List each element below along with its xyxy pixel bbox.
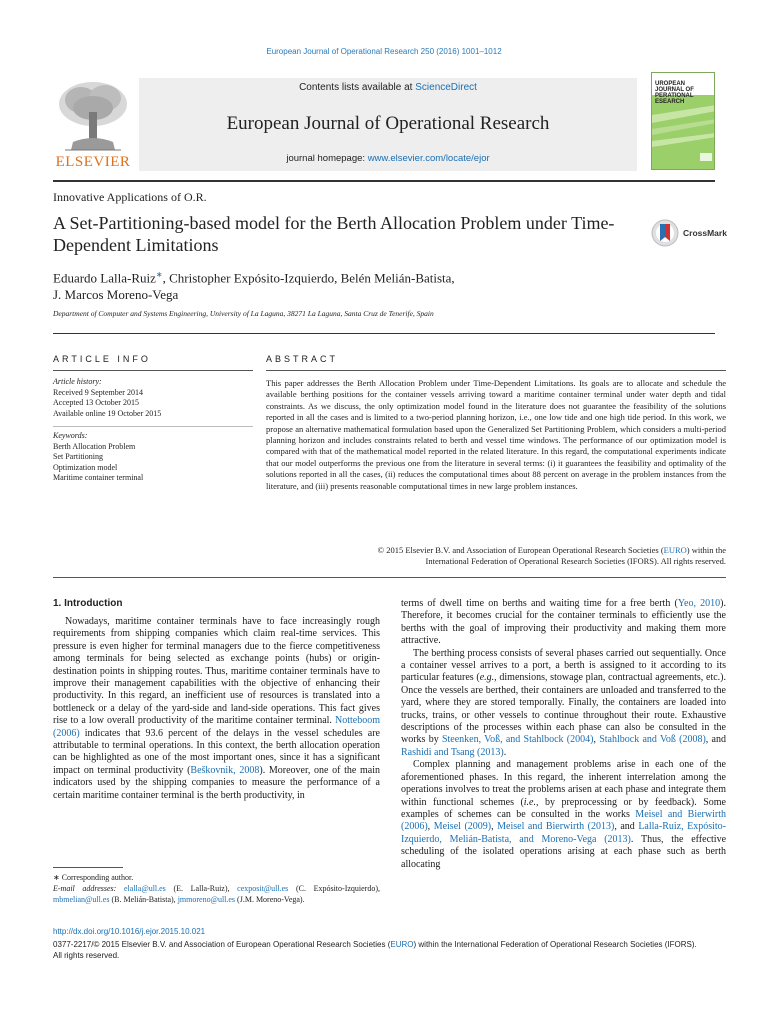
running-head[interactable]: European Journal of Operational Research 250 (2016) 1001–1012	[266, 47, 502, 56]
elsevier-wordmark: ELSEVIER	[55, 154, 131, 170]
email-link[interactable]: jmmoreno@ull.es	[177, 895, 236, 904]
body-column-left	[53, 616, 380, 802]
citation-link[interactable]: Meisel and Bierwirth (2013)	[497, 821, 615, 833]
paragraph: terms of dwell time on berths and waiting time for a free berth (Yeo, 2010). Therefore, it becomes crucial for the container terminals to efficiently use the berths with the goal of improving their productivity and making them more attractive.	[401, 598, 726, 647]
corresponding-author-mark[interactable]: ∗	[155, 270, 163, 279]
citation-link[interactable]: Notteboom (2006)	[53, 715, 380, 739]
journal-homepage: journal homepage: www.elsevier.com/locate/ejor	[286, 153, 490, 164]
citation-link[interactable]: Steenken, Voß, and Stahlbock (2004)	[441, 734, 594, 746]
author-name[interactable]: Eduardo Lalla-Ruiz	[53, 270, 156, 286]
crossmark-label: CrossMark	[683, 228, 727, 238]
keyword-item: Set Partitioning	[53, 452, 103, 461]
email-link[interactable]: elalla@ull.es	[124, 884, 166, 893]
crossmark-badge[interactable]	[651, 219, 731, 247]
article-history	[53, 377, 253, 419]
abstract-divider	[53, 577, 726, 578]
section-heading-introduction: 1. Introduction	[53, 598, 123, 609]
citation-link[interactable]: Stahlbock and Voß (2008)	[599, 734, 706, 746]
journal-name: European Journal of Operational Research	[226, 113, 550, 134]
email-link[interactable]: cexposit@ull.es	[237, 884, 289, 893]
author-names: , Christopher Expósito-Izquierdo, Belén Melián-Batista,	[162, 270, 455, 286]
abstract-rule	[266, 370, 726, 371]
history-label: Article history:	[53, 377, 102, 386]
abstract-copyright: © 2015 Elsevier B.V. and Association of European Operational Research Societies (EURO) within the International Federation of Operational Research Societies (IFORS). All rights reserved.	[377, 545, 726, 567]
online-date: Available online 19 October 2015	[53, 408, 162, 418]
affiliation: Department of Computer and Systems Engineering, University of La Laguna, 38271 La Laguna, Santa Cruz de Tenerife, Spain	[53, 309, 434, 318]
article-info-rule	[53, 370, 253, 371]
paragraph: Complex planning and management problems arise in each one of the aforementioned phases. In this regard, the inherent interrelation among the operations involves to treat the problems arisen at each phase and integrate them within functional schemes (i.e., by preprocessing or by feedback). Some examples of schemes can be consulted in the works Meisel and Bierwirth (2006), Meisel (2009), Meisel and Bierwirth (2013), and Lalla-Ruiz, Expósito-Izquierdo, Melián-Batista, and Moreno-Vega (2013). Thus, the effective scheduling of the isolated operations arising at each phase such as berth allocating	[401, 759, 727, 870]
keywords-label: Keywords:	[53, 431, 88, 440]
banner-divider	[53, 180, 715, 182]
article-title: A Set-Partitioning-based model for the Berth Allocation Problem under Time-Dependent Limitations	[53, 213, 615, 255]
sciencedirect-link[interactable]: ScienceDirect	[415, 82, 477, 93]
abstract-text: This paper addresses the Berth Allocation Problem under Time-Dependent Limitations. Its goals are to allocate and schedule the available berthing positions for the container vessels arriving toward a maritime container terminal under water depth and tidal constraints. As we discuss, the only optimization model found in the literature does not guarantee the feasibility of the solutions reported in all the cases and is limited to a two-period planning horizon, i.e., one low tide and one high tide period. In this work, we propose an alternative mathematical formulation based upon the Generalized Set Partitioning Problem, which considers a multi-period planning horizon and includes constraints related to berth and vessel time windows. The performance of our optimization model is compared with that of the mathematical model reported in the related literature. In this regard, the computational experiments indicate that our model outperforms the previous one from the literature in several terms: (i) it guarantees the feasibility and optimality of the solutions reported in all the cases, (ii) reduces the computational times about 88 percent on average in the problem instances from the literature, and (iii) presents reasonable computational times in new large problem instances.	[266, 378, 726, 491]
journal-cover-thumbnail[interactable]	[651, 72, 715, 170]
euro-link[interactable]: EURO	[390, 940, 414, 949]
article-info-separator	[53, 426, 253, 427]
citation-link[interactable]: Yeo, 2010	[677, 598, 721, 609]
paragraph: Nowadays, maritime container terminals have to face increasingly rough requirements from shipping companies which claim real-time services. This pressure is even higher for terminal managers due to the fierce competitiveness among terminals for being selected as exchange points (hubs) or origin-destination points in shipping routes. Thus, maritime container terminals have to improve their management capabilities with the objective of enhancing their productivity. In this regard, an inefficient use of resources is translated into a bottleneck or a delay of the yard-side and land-side operations. This fact gives rise to a low overall productivity of the maritime container terminal. Notteboom (2006) indicates that 93.6 percent of the delays in the vessel schedules are attributable to terminal operations. In this context, the berth allocation operation can be highlighted as one of the most important ones, since it has a significant impact on terminal productivity (Beškovnik, 2008). Moreover, one of the main indicators used by the shipping companies to measure the performance of a certain maritime container terminal is the berth productivity, in	[53, 616, 381, 801]
received-date: Received 9 September 2014	[53, 387, 143, 397]
footnote-rule	[53, 867, 123, 868]
homepage-link[interactable]: www.elsevier.com/locate/ejor	[367, 153, 490, 164]
keyword-item: Berth Allocation Problem	[53, 441, 136, 451]
body-column-right	[401, 598, 726, 871]
paragraph: The berthing process consists of several phases carried out sequentially. Once a container vessel arrives to a port, a berth is assigned to it according to its particular features (e.g., dimensions, stowage plan, contractual agreements, etc.). Once the vessels are berthed, their containers are unloaded and transferred to the yard, where they are stored temporally. Finally, the containers are loaded into trucks, trains, or other vessels to continue throughout their route. Exhaustive descriptions of the processes within each phase can also be consulted in the works by Steenken, Voß, and Stahlbock (2004), Stahlbock and Voß (2008), and Rashidi and Tsang (2013).	[401, 647, 726, 758]
citation-link[interactable]: Beškovnik, 2008	[190, 764, 260, 776]
doi-link[interactable]: http://dx.doi.org/10.1016/j.ejor.2015.10.021	[53, 927, 206, 936]
footnote	[53, 872, 380, 905]
contents-line: Contents lists available at ScienceDirect	[299, 82, 477, 93]
section-label: Innovative Applications of O.R.	[53, 190, 207, 204]
keyword-item: Maritime container terminal	[53, 473, 144, 482]
article-info-heading: ARTICLE INFO	[53, 354, 151, 364]
keywords	[53, 431, 253, 484]
citation-link[interactable]: Lalla-Ruiz, Expósito-Izquierdo, Melián-Batista, and Moreno-Vega (2013)	[401, 821, 726, 845]
euro-link[interactable]: EURO	[663, 545, 687, 555]
cover-graphic	[652, 105, 715, 165]
keyword-item: Optimization model	[53, 462, 118, 472]
citation-link[interactable]: Meisel and Bierwirth (2006)	[401, 808, 726, 833]
elsevier-tree-icon	[53, 78, 133, 152]
abstract-heading: ABSTRACT	[266, 354, 339, 364]
cover-title: UROPEAN JOURNAL OF PERATIONAL ESEARCH	[655, 81, 694, 105]
title-divider	[53, 333, 715, 334]
email-addresses: E-mail addresses: elalla@ull.es (E. Lalla-Ruiz), cexposit@ull.es (C. Expósito-Izquierdo), mbmelian@ull.es (B. Melián-Batista), jmmoreno@ull.es (J.M. Moreno-Vega).	[53, 884, 381, 904]
issn-copyright: 0377-2217/© 2015 Elsevier B.V. and Association of European Operational Research Societies (EURO) within the International Federation of Operational Research Societies (IFORS). All rights reserved.	[53, 940, 697, 960]
citation-link[interactable]: Rashidi and Tsang (2013)	[401, 746, 504, 758]
crossmark-icon	[651, 219, 679, 247]
elsevier-logo	[53, 78, 133, 172]
author-list	[53, 266, 613, 303]
author-names-line2: J. Marcos Moreno-Vega	[53, 287, 179, 303]
corresponding-author-note: ∗ Corresponding author.	[53, 873, 134, 882]
accepted-date: Accepted 13 October 2015	[53, 398, 139, 407]
email-link[interactable]: mbmelian@ull.es	[53, 895, 110, 904]
citation-link[interactable]: Meisel (2009)	[433, 821, 492, 833]
